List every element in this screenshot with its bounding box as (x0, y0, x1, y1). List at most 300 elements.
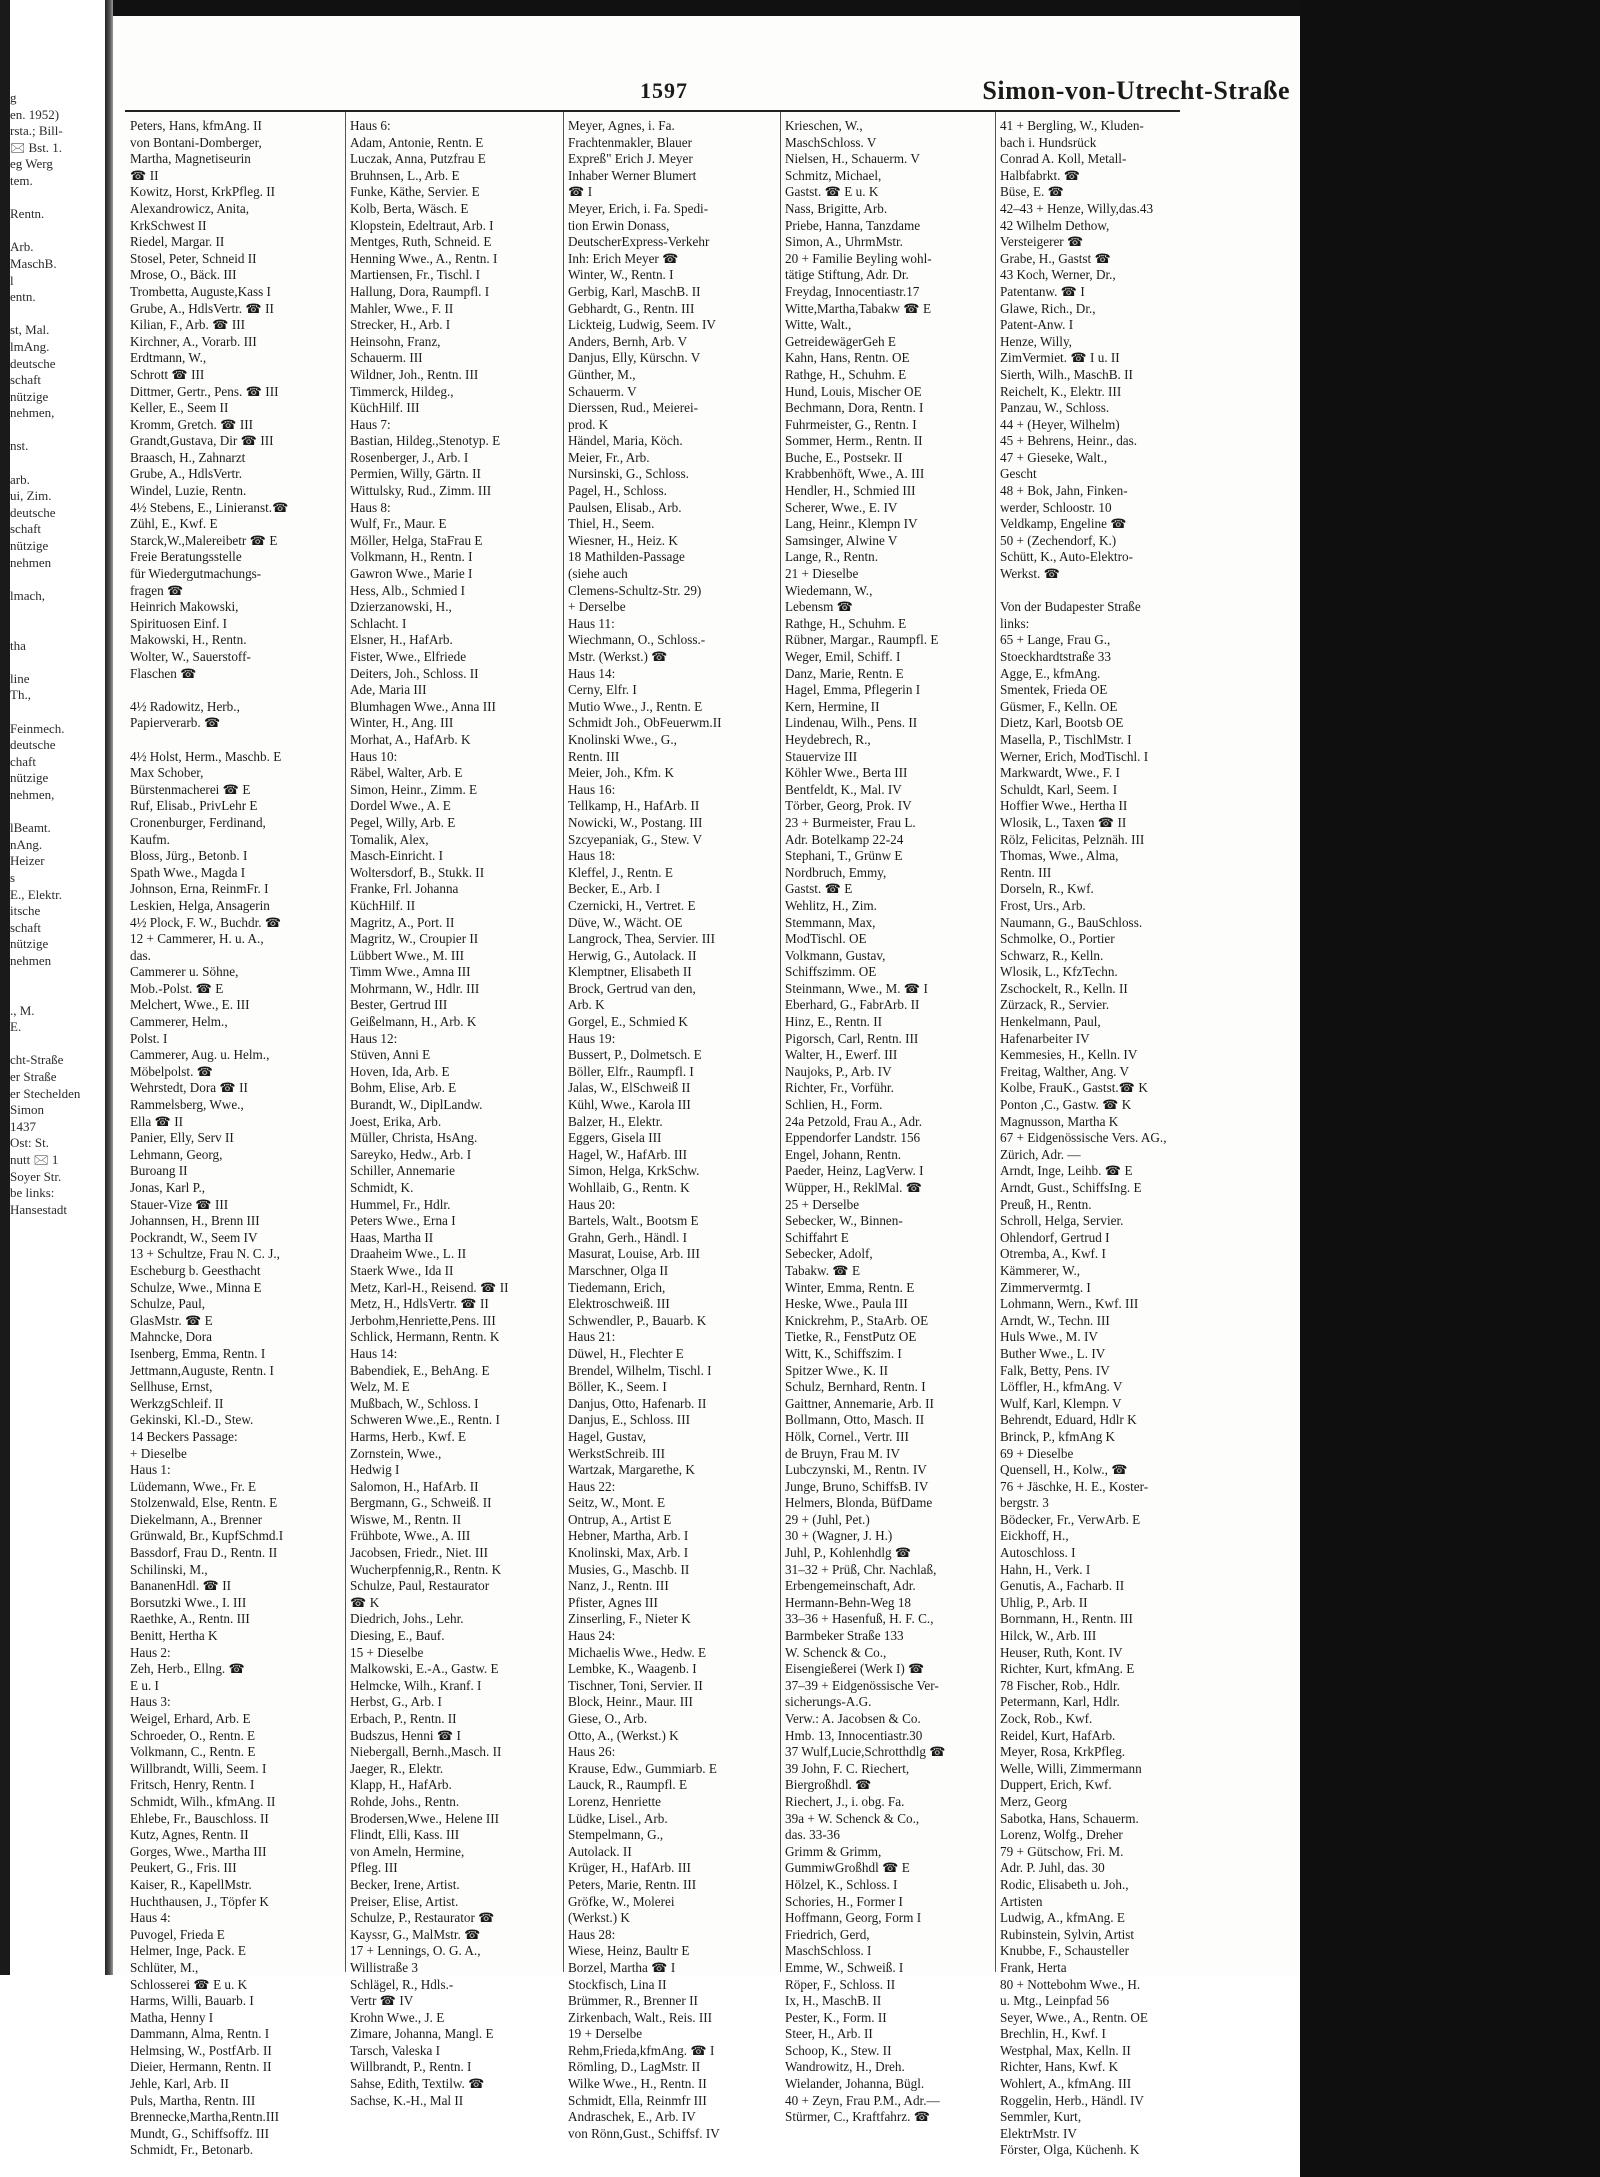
previous-page-fragment (10, 804, 105, 821)
previous-page-fragment (10, 986, 105, 1003)
directory-entry: Morhat, A., HafArb. K (350, 731, 471, 747)
previous-page-fragment (10, 223, 105, 240)
directory-entry: Schories, H., Former I (785, 1893, 903, 1909)
directory-entry: u. Mtg., Leinpfad 56 (1000, 1993, 1110, 2009)
directory-entry: Schlüter, M., (130, 1959, 199, 1975)
directory-entry: Blumhagen Wwe., Anna III (350, 698, 496, 714)
directory-entry: Wittulsky, Rud., Zimm. III (350, 483, 492, 499)
previous-page-fragment: tem. (10, 172, 33, 188)
directory-entry: Strecker, H., Arb. I (350, 317, 451, 333)
directory-entry: Wiedemann, W., (785, 582, 873, 598)
directory-entry: Rosenberger, J., Arb. I (350, 449, 469, 465)
directory-entry: Fuhrmeister, G., Rentn. I (785, 416, 917, 432)
directory-entry: Brümmer, R., Brenner II (568, 1993, 698, 2009)
previous-page-fragment: s (10, 869, 16, 885)
directory-entry: Volkmann, C., Rentn. E (130, 1744, 256, 1760)
directory-entry: Stoeckhardtstraße 33 (1000, 649, 1111, 664)
directory-entry: Genutis, A., Facharb. II (1000, 1578, 1125, 1594)
directory-entry: Puvogel, Frieda E (130, 1926, 225, 1942)
directory-entry: Volkmann, H., Rentn. I (350, 549, 473, 565)
directory-entry: Henze, Willy, (1000, 333, 1072, 349)
directory-entry: Joest, Erika, Arb. (350, 1113, 442, 1129)
directory-entry: Samsinger, Alwine V (785, 532, 898, 548)
scan-edge (0, 0, 10, 2177)
previous-page-fragment: eg Werg (10, 156, 53, 172)
directory-entry: Diekelmann, A., Brenner (130, 1511, 263, 1527)
directory-entry: Nowicki, W., Postang. III (568, 814, 703, 830)
directory-entry: Schrott ☎ III (130, 366, 205, 382)
directory-entry: Gastst. ☎ E (785, 881, 853, 897)
previous-page-strip (10, 90, 105, 1990)
directory-entry: Schlosserei ☎ E u. K (130, 1976, 248, 1992)
directory-entry: Escheburg b. Geesthacht (130, 1262, 261, 1278)
directory-entry: Jerbohm,Henriette,Pens. III (350, 1312, 496, 1328)
previous-page-fragment: deutsche (10, 355, 56, 371)
directory-entry: Kern, Hermine, II (785, 698, 880, 714)
previous-page-fragment (10, 1036, 105, 1053)
directory-entry: Danjus, E., Schloss. III (568, 1412, 690, 1428)
directory-entry: Wohlert, A., kfmAng. III (1000, 2076, 1132, 2092)
directory-entry: 30 + (Wagner, J. H.) (785, 1528, 893, 1544)
directory-entry: Gescht (1000, 466, 1037, 482)
directory-entry: Frachtenmakler, Blauer (568, 134, 692, 150)
directory-entry: Bussert, P., Dolmetsch. E (568, 1047, 702, 1063)
directory-entry: Dammann, Alma, Rentn. I (130, 2026, 270, 2042)
directory-entry: Budszus, Henni ☎ I (350, 1727, 461, 1743)
directory-entry: Willbrandt, P., Rentn. I (350, 2059, 472, 2075)
directory-entry: Kahn, Hans, Rentn. OE (785, 350, 910, 366)
directory-entry: Scherer, Wwe., E. IV (785, 499, 898, 515)
directory-entry: Heuser, Ruth, Kont. IV (1000, 1644, 1123, 1660)
directory-entry: Rodic, Elisabeth u. Joh., (1000, 1876, 1129, 1892)
directory-entry: Wiese, Heinz, Baultr E (568, 1943, 690, 1959)
directory-entry: Erbach, P., Rentn. II (350, 1711, 457, 1726)
directory-entry: Seitz, W., Mont. E (568, 1495, 666, 1511)
directory-entry: Wlosik, L., KfzTechn. (1000, 964, 1118, 980)
directory-entry: 23 + Burmeister, Frau L. (785, 814, 916, 830)
directory-entry: Masurat, Louise, Arb. III (568, 1246, 700, 1262)
directory-entry: Emme, W., Schweiß. I (785, 1959, 904, 1975)
directory-entry: Gebhardt, G., Rentn. III (568, 300, 695, 316)
directory-entry: Reidel, Kurt, HafArb. (1000, 1727, 1116, 1743)
directory-entry: Gerbig, Karl, MaschB. II (568, 283, 701, 299)
directory-entry: Andraschek, E., Arb. IV (568, 2109, 696, 2125)
directory-entry: 31–32 + Prüß, Chr. Nachlaß, (785, 1561, 937, 1577)
directory-entry: 67 + Eidgenössische Vers. AG., (1000, 1130, 1167, 1146)
directory-entry: Wüpper, H., ReklMal. ☎ (785, 1180, 923, 1195)
directory-entry: Huchthausen, J., Töpfer K (130, 1893, 269, 1909)
directory-entry: Szcyepaniak, G., Stew. V (568, 831, 703, 847)
directory-column-4 (785, 118, 995, 2126)
directory-entry: Bornmann, H., Rentn. III (1000, 1611, 1133, 1627)
previous-page-fragment: l (10, 272, 14, 288)
directory-entry: Uhlig, P., Arb. II (1000, 1594, 1088, 1610)
directory-entry: MaschSchloss. I (785, 1943, 872, 1959)
directory-entry: (Werkst.) K (568, 1910, 630, 1926)
directory-entry: Wehlitz, H., Zim. (785, 897, 877, 913)
header-rule (125, 110, 1180, 112)
directory-entry: Permien, Willy, Gärtn. II (350, 466, 481, 482)
directory-entry: Brodersen,Wwe., Helene III (350, 1810, 500, 1826)
directory-entry: Falk, Betty, Pens. IV (1000, 1362, 1110, 1378)
directory-entry: Arndt, Gust., SchiffsIng. E (1000, 1180, 1142, 1195)
directory-entry: Günther, M., (568, 366, 636, 382)
directory-entry: Block, Heinr., Maur. III (568, 1694, 693, 1710)
directory-entry: Eickhoff, H., (1000, 1528, 1069, 1544)
directory-entry: Westphal, Max, Kelln. II (1000, 2042, 1131, 2058)
directory-entry: Jaeger, R., Elektr. (350, 1760, 444, 1776)
directory-entry: Pfister, Agnes III (568, 1594, 658, 1610)
directory-entry: 65 + Lange, Frau G., (1000, 632, 1111, 648)
previous-page-fragment: nehmen (10, 952, 52, 968)
directory-entry: Schmidt, Ella, Reinmfr III (568, 2092, 707, 2108)
directory-entry: Schilinski, M., (130, 1561, 208, 1577)
column-divider (345, 112, 346, 1972)
directory-entry: Patentanw. ☎ I (1000, 283, 1085, 299)
previous-page-fragment: chaft (10, 753, 36, 769)
directory-entry: Haus 18: (568, 848, 616, 864)
directory-entry: Puls, Martha, Rentn. III (130, 2092, 256, 2108)
previous-page-fragment: 1437 (10, 1118, 36, 1134)
directory-entry: Haus 11: (568, 615, 615, 631)
directory-entry: Wiesner, H., Heiz. K (568, 532, 678, 548)
previous-page-fragment: tha (10, 637, 26, 653)
directory-entry: Panzau, W., Schloss. (1000, 400, 1110, 416)
directory-entry: Gorges, Wwe., Martha III (130, 1843, 267, 1859)
directory-entry: Zimare, Johanna, Mangl. E (350, 2026, 494, 2042)
directory-entry: Ponton ,C., Gastw. ☎ K (1000, 1097, 1132, 1113)
directory-entry: Magnusson, Martha K (1000, 1113, 1119, 1129)
directory-entry: ☎ II (130, 167, 159, 183)
previous-page-fragment: nützige (10, 538, 49, 554)
directory-entry: Stauer-Vize ☎ III (130, 1196, 229, 1212)
directory-entry: 39a + W. Schenck & Co., (785, 1810, 920, 1826)
directory-entry: Marschner, Olga II (568, 1262, 669, 1278)
previous-page-fragment: ., M. (10, 1002, 35, 1018)
directory-entry: Paeder, Heinz, LagVerw. I (785, 1163, 924, 1179)
directory-entry: Steinmann, Wwe., M. ☎ I (785, 980, 928, 996)
directory-entry: Tarsch, Valeska I (350, 2042, 441, 2058)
directory-entry: Schulze, Paul, Restaurator (350, 1578, 490, 1594)
directory-entry: Zürzack, R., Servier. (1000, 997, 1110, 1013)
directory-entry: Grabe, H., Gastst ☎ (1000, 250, 1111, 266)
directory-entry: Werkst. ☎ (1000, 566, 1061, 582)
previous-page-fragment (10, 422, 105, 439)
directory-entry: Ix, H., MaschB. II (785, 1993, 882, 2009)
directory-entry: 45 + Behrens, Heinr., das. (1000, 433, 1138, 449)
directory-entry: Sebecker, Adolf, (785, 1246, 873, 1262)
directory-entry: Ontrup, A., Artist E (568, 1511, 672, 1527)
directory-entry: 69 + Dieselbe (1000, 1445, 1074, 1461)
previous-page-fragment: itsche (10, 903, 41, 919)
directory-entry (130, 732, 340, 749)
directory-entry: Magritz, A., Port. II (350, 914, 455, 930)
directory-entry: Danjus, Elly, Kürschn. V (568, 350, 701, 366)
previous-page-fragment: 🖂 Bst. 1. (10, 139, 63, 155)
directory-entry: Simon, A., UhrmMstr. (785, 234, 903, 250)
directory-entry: Czernicki, H., Vertret. E (568, 897, 696, 913)
directory-entry: Hagel, Emma, Pflegerin I (785, 682, 921, 698)
previous-page-fragment: Ost: St. (10, 1135, 50, 1151)
directory-entry: Bastian, Hildeg.,Stenotyp. E (350, 433, 501, 449)
directory-entry: Weigel, Erhard, Arb. E (130, 1711, 251, 1726)
previous-page-fragment: nAng. (10, 836, 43, 852)
directory-entry: Bohm, Elise, Arb. E (350, 1080, 457, 1096)
directory-entry: Hahn, H., Verk. I (1000, 1561, 1091, 1577)
directory-entry (1000, 583, 1200, 600)
directory-entry: ZimVermiet. ☎ I u. II (1000, 350, 1120, 366)
directory-entry: Dzierzanowski, H., (350, 599, 452, 615)
directory-entry: Knolinski, Max, Arb. I (568, 1545, 689, 1561)
directory-entry: 44 + (Heyer, Wilhelm) (1000, 416, 1120, 432)
directory-entry: Mußbach, W., Schloss. I (350, 1395, 479, 1411)
directory-entry: das. (130, 947, 151, 963)
directory-entry: Hagel, Gustav, (568, 1428, 646, 1444)
directory-entry: Michaelis Wwe., Hedw. E (568, 1644, 707, 1660)
directory-entry: Schauerm. V (568, 383, 637, 399)
directory-entry: werder, Schloostr. 10 (1000, 499, 1112, 515)
directory-entry: Kowitz, Horst, KrkPfleg. II (130, 184, 276, 200)
directory-entry: Niebergall, Bernh.,Masch. II (350, 1744, 502, 1760)
directory-entry: Zirkenbach, Walt., Reis. III (568, 2009, 713, 2025)
directory-entry: Diedrich, Johs., Lehr. (350, 1611, 464, 1627)
directory-entry: Zühl, E., Kwf. E (130, 516, 218, 532)
directory-entry: WerkstSchreib. III (568, 1445, 666, 1461)
directory-column-3 (568, 118, 778, 2142)
directory-entry: Düve, W., Wächt. OE (568, 914, 683, 930)
directory-entry: Kilian, F., Arb. ☎ III (130, 317, 245, 333)
directory-entry (130, 682, 340, 699)
directory-entry: Isenberg, Emma, Rentn. I (130, 1345, 266, 1361)
previous-page-fragment: Rentn. (10, 206, 45, 222)
directory-entry: BananenHdl. ☎ II (130, 1578, 232, 1594)
directory-entry: Heske, Wwe., Paula III (785, 1296, 908, 1312)
directory-entry: Erdtmann, W., (130, 350, 207, 366)
directory-entry: Werner, Erich, ModTischl. I (1000, 748, 1149, 764)
directory-entry: Welz, M. E (350, 1379, 410, 1395)
directory-entry: Arndt, Inge, Leihb. ☎ E (1000, 1163, 1133, 1179)
directory-entry: Riedel, Margar. II (130, 234, 225, 250)
directory-entry: Jettmann,Auguste, Rentn. I (130, 1362, 274, 1378)
directory-entry: Zock, Rob., Kwf. (1000, 1711, 1093, 1726)
directory-entry: Polst. I (130, 1030, 168, 1046)
directory-entry: KüchHilf. II (350, 897, 416, 913)
directory-entry: Biergroßhdl. ☎ (785, 1777, 872, 1793)
previous-page-fragment: nützige (10, 388, 49, 404)
directory-entry: Rübner, Margar., Raumpfl. E (785, 632, 939, 648)
directory-entry: Gawron Wwe., Marie I (350, 566, 473, 582)
directory-entry: Witt, K., Schiffszim. I (785, 1345, 902, 1361)
directory-entry: Papierverarb. ☎ (130, 715, 221, 731)
directory-entry: 80 + Nottebohm Wwe., H. (1000, 1976, 1141, 1992)
directory-entry: Schmidt, K. (350, 1180, 414, 1195)
directory-entry: Frank, Herta (1000, 1959, 1067, 1975)
directory-entry: Autolack. II (568, 1843, 632, 1859)
previous-page-fragment (10, 621, 105, 638)
directory-entry: Rölz, Felicitas, Pelznäh. III (1000, 831, 1145, 847)
directory-entry: Helmers, Blonda, BüfDame (785, 1495, 933, 1511)
directory-entry: Müller, Christa, HsAng. (350, 1130, 478, 1146)
directory-entry: Schmidt Joh., ObFeuerwm.II (568, 715, 722, 731)
directory-entry: prod. K (568, 416, 609, 432)
directory-entry: Helmer, Inge, Pack. E (130, 1943, 246, 1959)
directory-entry: Arb. K (568, 997, 605, 1013)
directory-entry: Naumann, G., BauSchloss. (1000, 914, 1143, 930)
directory-entry: Haus 22: (568, 1478, 616, 1494)
directory-entry: Klopstein, Edeltraut, Arb. I (350, 217, 494, 233)
directory-entry: 4½ Stebens, E., Linieranst.☎ (130, 499, 289, 515)
directory-entry: Eggers, Gisela III (568, 1130, 662, 1146)
directory-entry: Wulf, Karl, Klempn. V (1000, 1395, 1122, 1411)
directory-entry: Roggelin, Herb., Händl. IV (1000, 2092, 1144, 2108)
directory-entry: Danjus, Otto, Hafenarb. II (568, 1395, 707, 1411)
directory-entry: Bentfeldt, K., Mal. IV (785, 781, 902, 797)
directory-entry: Patent-Anw. I (1000, 317, 1074, 333)
directory-entry: Schwarz, R., Kelln. (1000, 947, 1104, 963)
directory-entry: Braasch, H., Zahnarzt (130, 449, 246, 465)
previous-page-fragment (10, 571, 105, 588)
directory-entry: Simon, Heinr., Zimm. E (350, 781, 478, 797)
directory-entry: 24a Petzold, Frau A., Adr. (785, 1113, 922, 1129)
directory-entry: Zimmervermtg. I (1000, 1279, 1091, 1295)
directory-entry: Römling, D., LagMstr. II (568, 2059, 701, 2075)
directory-entry: Funke, Käthe, Servier. E (350, 184, 480, 200)
directory-entry: Cerny, Elfr. I (568, 682, 637, 698)
directory-entry: Nanz, J., Rentn. III (568, 1578, 669, 1594)
directory-entry: tätige Stiftung, Adr. Dr. (785, 267, 909, 283)
directory-entry: Knubbe, F., Schausteller (1000, 1943, 1129, 1959)
directory-entry: Gröfke, W., Molerei (568, 1893, 675, 1909)
directory-entry: Sabotka, Hans, Schauerm. (1000, 1810, 1139, 1826)
directory-entry: Schulze, Paul, (130, 1296, 206, 1312)
directory-entry: E u. I (130, 1677, 159, 1693)
directory-entry: Wucherpfennig,R., Rentn. K (350, 1561, 502, 1577)
directory-entry: Flindt, Elli, Kass. III (350, 1827, 460, 1843)
directory-entry: Conrad A. Koll, Metall- (1000, 151, 1127, 167)
previous-page-fragment (10, 969, 105, 986)
directory-entry: Brock, Gertrud van den, (568, 980, 696, 996)
directory-entry: Stosel, Peter, Schneid II (130, 250, 257, 266)
directory-entry: Seyer, Wwe., A., Rentn. OE (1000, 2009, 1148, 2025)
directory-entry: Makowski, H., Rentn. (130, 632, 247, 648)
directory-entry: Schauerm. III (350, 350, 423, 366)
directory-entry: Magritz, W., Croupier II (350, 931, 479, 947)
directory-entry: ☎ I (568, 184, 593, 200)
directory-entry: Deiters, Joh., Schloss. II (350, 665, 479, 681)
directory-entry: Hmb. 13, Innocentiastr.30 (785, 1727, 923, 1743)
directory-entry: MaschSchloss. V (785, 134, 877, 150)
directory-entry: Freydag, Innocentiastr.17 (785, 283, 920, 299)
directory-entry: Lange, R., Rentn. (785, 549, 879, 565)
directory-entry: Krohn Wwe., J. E (350, 2009, 445, 2025)
directory-entry: Eisengießerei (Werk I) ☎ (785, 1661, 925, 1677)
directory-entry: Diesing, E., Bauf. (350, 1628, 445, 1644)
directory-entry: Von der Budapester Straße (1000, 599, 1141, 615)
directory-entry: Meyer, Erich, i. Fa. Spedi- (568, 200, 709, 216)
directory-entry: Pegel, Willy, Arb. E (350, 814, 456, 830)
previous-page-fragment: nehmen (10, 554, 52, 570)
directory-entry: Stolzenwald, Else, Rentn. E (130, 1495, 278, 1511)
directory-entry: Krause, Edw., Gummiarb. E (568, 1760, 717, 1776)
directory-entry: Bloss, Jürg., Betonb. I (130, 848, 248, 864)
directory-entry: Semmler, Kurt, (1000, 2109, 1082, 2125)
directory-entry: Flaschen ☎ (130, 665, 197, 681)
directory-entry: Luczak, Anna, Putzfrau E (350, 151, 486, 167)
directory-entry: Meier, Joh., Kfm. K (568, 765, 675, 781)
directory-entry: Grandt,Gustava, Dir ☎ III (130, 433, 274, 449)
directory-entry: 4½ Holst, Herm., Maschb. E (130, 748, 282, 764)
directory-entry: Sachse, K.-H., Mal II (350, 2092, 464, 2108)
previous-page-fragment (10, 654, 105, 671)
directory-entry: ☎ K (350, 1594, 380, 1610)
previous-page-fragment: schaft (10, 372, 42, 388)
directory-entry: Dorseln, R., Kwf. (1000, 881, 1094, 897)
directory-entry: Bruhnsen, L., Arb. E (350, 167, 460, 183)
directory-entry: Matha, Henny I (130, 2009, 214, 2025)
directory-entry: Winter, H., Ang. III (350, 715, 454, 731)
directory-entry: + Dieselbe (130, 1445, 187, 1461)
directory-entry: Schuldt, Karl, Seem. I (1000, 781, 1118, 797)
directory-entry: Schweren Wwe.,E., Rentn. I (350, 1412, 500, 1428)
directory-entry: Ella ☎ II (130, 1113, 184, 1129)
column-divider (780, 112, 781, 1972)
directory-entry: Leskien, Helga, Ansagerin (130, 897, 270, 913)
directory-entry: Melchert, Wwe., E. III (130, 997, 250, 1013)
directory-entry: 12 + Cammerer, H. u. A., (130, 931, 264, 947)
directory-entry: Bassdorf, Frau D., Rentn. II (130, 1545, 278, 1561)
previous-page-fragment: deutsche (10, 504, 56, 520)
directory-entry: Klemptner, Elisabeth II (568, 964, 692, 980)
directory-entry: Zinserling, F., Nieter K (568, 1611, 691, 1627)
directory-entry: Vertr ☎ IV (350, 1993, 414, 2009)
directory-entry: Wilke Wwe., H., Rentn. II (568, 2076, 707, 2092)
directory-entry: Duppert, Erich, Kwf. (1000, 1777, 1112, 1793)
directory-entry: Metz, Karl-H., Reisend. ☎ II (350, 1279, 509, 1295)
directory-entry: Hebner, Martha, Arb. I (568, 1528, 689, 1544)
directory-entry: Krüger, H., HafArb. III (568, 1860, 691, 1876)
directory-entry: Grube, A., HdlsVertr. ☎ II (130, 300, 274, 316)
directory-entry: Stephani, T., Grünw E (785, 848, 903, 864)
directory-entry: Jacobsen, Friedr., Niet. III (350, 1545, 489, 1561)
directory-entry: Eberhard, G., FabrArb. II (785, 997, 920, 1013)
directory-entry: Winter, Emma, Rentn. E (785, 1279, 915, 1295)
directory-entry: Lembke, K., Waagenb. I (568, 1661, 697, 1677)
previous-page-fragment: Soyer Str. (10, 1168, 62, 1184)
directory-entry: Buther Wwe., L. IV (1000, 1345, 1106, 1361)
directory-entry: Witte, Walt., (785, 317, 852, 333)
directory-entry: Henning Wwe., A., Rentn. I (350, 250, 498, 266)
directory-entry: Anders, Bernh, Arb. V (568, 333, 688, 349)
directory-entry: Timm Wwe., Amna III (350, 964, 471, 980)
directory-entry: Max Schober, (130, 765, 204, 781)
directory-entry: Glawe, Rich., Dr., (1000, 300, 1096, 316)
directory-entry: Herwig, G., Autolack. II (568, 947, 697, 963)
directory-entry: Panier, Elly, Serv II (130, 1130, 234, 1146)
directory-entry: Wielander, Johanna, Bügl. (785, 2076, 925, 2092)
directory-entry: Kaufm. (130, 831, 170, 847)
directory-entry: Grünwald, Br., KupfSchmd.I (130, 1528, 284, 1544)
directory-entry: Clemens-Schultz-Str. 29) (568, 582, 702, 598)
directory-entry: Dieier, Hermann, Rentn. II (130, 2059, 272, 2075)
directory-entry: Expreß" Erich J. Meyer (568, 151, 693, 167)
directory-entry: Artisten (1000, 1893, 1043, 1909)
directory-entry: Haus 4: (130, 1910, 171, 1926)
directory-entry: das. 33-36 (785, 1827, 840, 1843)
directory-entry: Trombetta, Auguste,Kass I (130, 283, 271, 299)
directory-entry: Schlick, Hermann, Rentn. K (350, 1329, 500, 1345)
directory-entry: Langrock, Thea, Servier. III (568, 931, 715, 947)
directory-entry: Törber, Georg, Prok. IV (785, 798, 912, 814)
